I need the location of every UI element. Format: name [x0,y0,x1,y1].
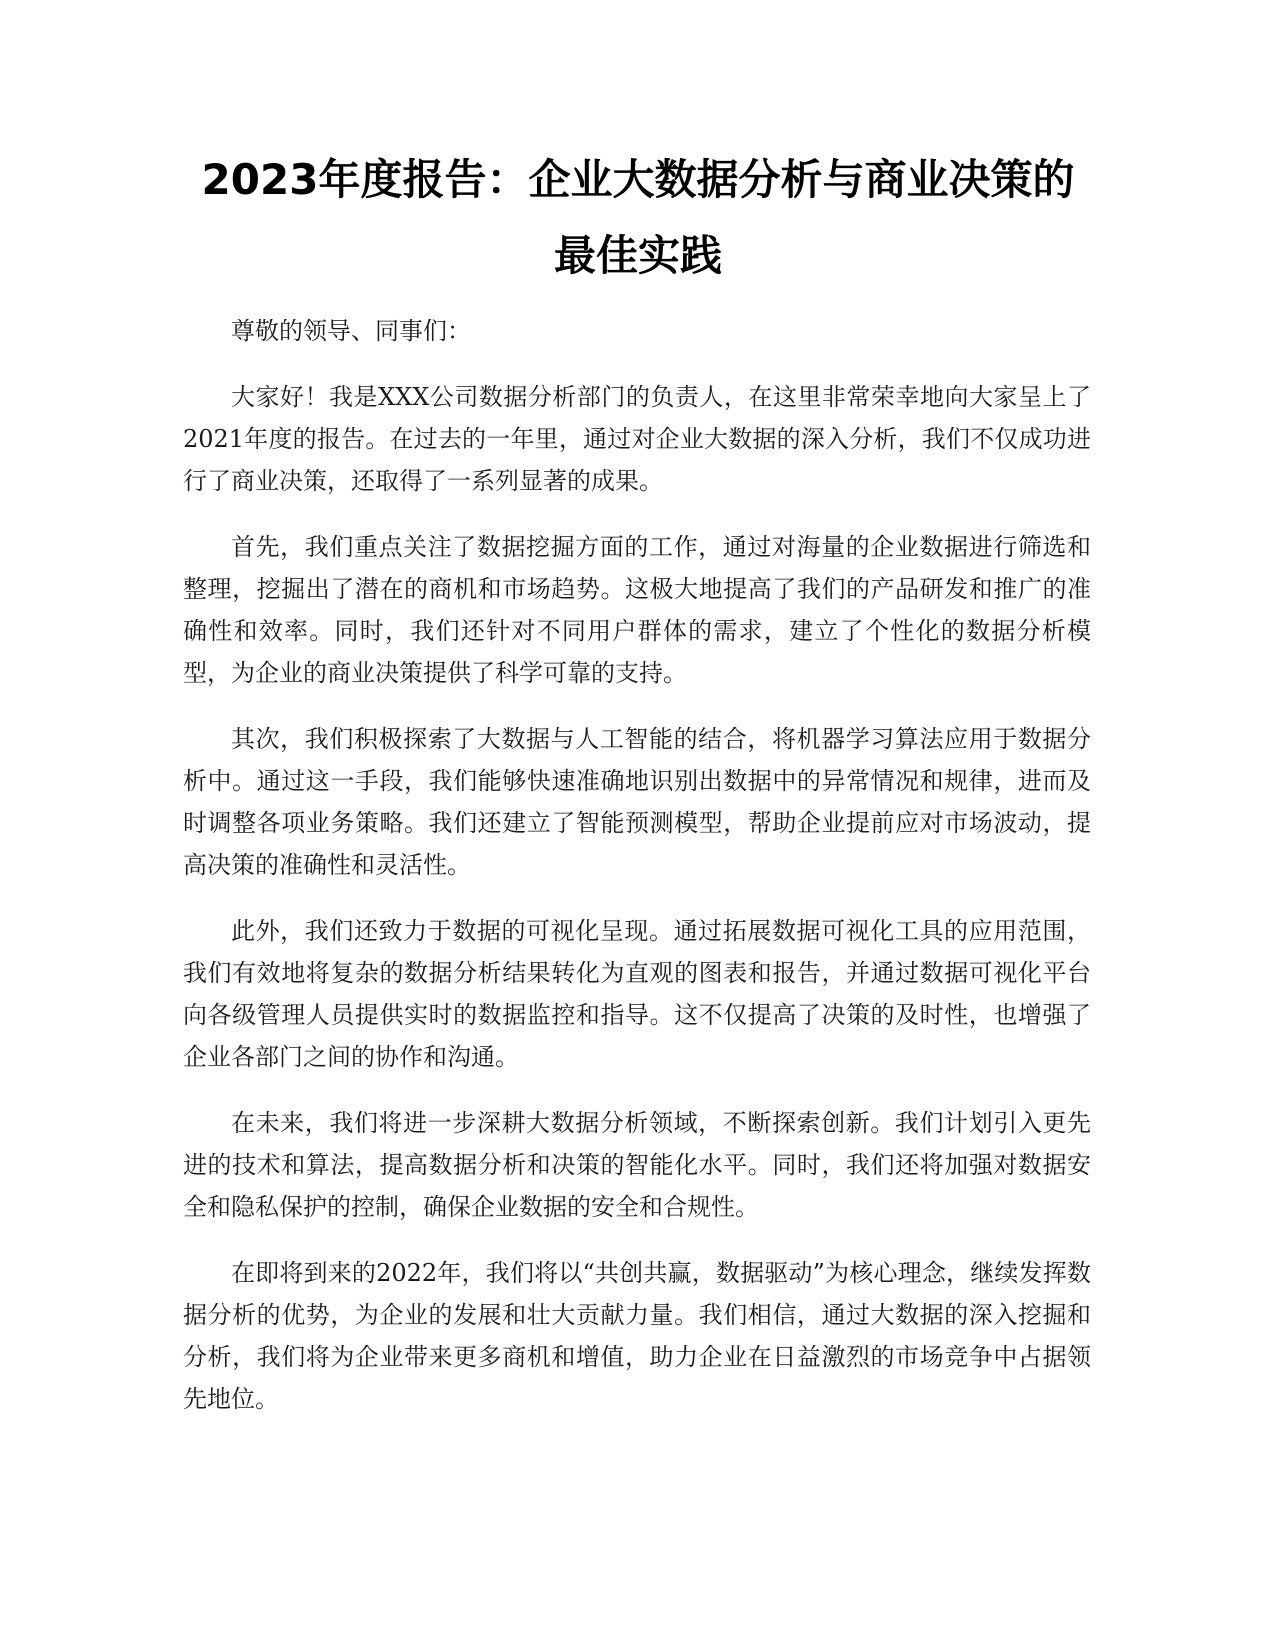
outlook-paragraph: 在即将到来的2022年，我们将以“共创共赢，数据驱动”为核心理念，继续发挥数据分析的优势，为企业的发展和壮大贡献力量。我们相信，通过大数据的深入挖掘和分析，我们将为企业带来更多商机和增值，助力企业在日益激烈的市场竞争中占据领先地位。 [183,1259,1091,1413]
document-title: 2023年度报告：企业大数据分析与商业决策的最佳实践 [201,155,1075,280]
salutation-paragraph: 尊敬的领导、同事们： [231,317,471,345]
data-mining-paragraph: 首先，我们重点关注了数据挖掘方面的工作，通过对海量的企业数据进行筛选和整理，挖掘出了潜在的商机和市场趋势。这极大地提高了我们的产品研发和推广的准确性和效率。同时，我们还针对不同用户群体的需求，建立了个性化的数据分析模型，为企业的商业决策提供了科学可靠的支持。 [183,533,1091,687]
ai-integration-paragraph: 其次，我们积极探索了大数据与人工智能的结合，将机器学习算法应用于数据分析中。通过这一手段，我们能够快速准确地识别出数据中的异常情况和规律，进而及时调整各项业务策略。我们还建立了智能预测模型，帮助企业提前应对市场波动，提高决策的准确性和灵活性。 [183,725,1091,879]
future-plans-paragraph: 在未来，我们将进一步深耕大数据分析领域，不断探索创新。我们计划引入更先进的技术和算法，提高数据分析和决策的智能化水平。同时，我们还将加强对数据安全和隐私保护的控制，确保企业数据的安全和合规性。 [183,1109,1091,1221]
intro-paragraph: 大家好！我是XXX公司数据分析部门的负责人，在这里非常荣幸地向大家呈上了2021年度的报告。在过去的一年里，通过对企业大数据的深入分析，我们不仅成功进行了商业决策，还取得了一系列显著的成果。 [183,383,1091,495]
visualization-paragraph: 此外，我们还致力于数据的可视化呈现。通过拓展数据可视化工具的应用范围，我们有效地将复杂的数据分析结果转化为直观的图表和报告，并通过数据可视化平台向各级管理人员提供实时的数据监控和指导。这不仅提高了决策的及时性，也增强了企业各部门之间的协作和沟通。 [183,917,1091,1071]
document-body [183,310,1091,1444]
